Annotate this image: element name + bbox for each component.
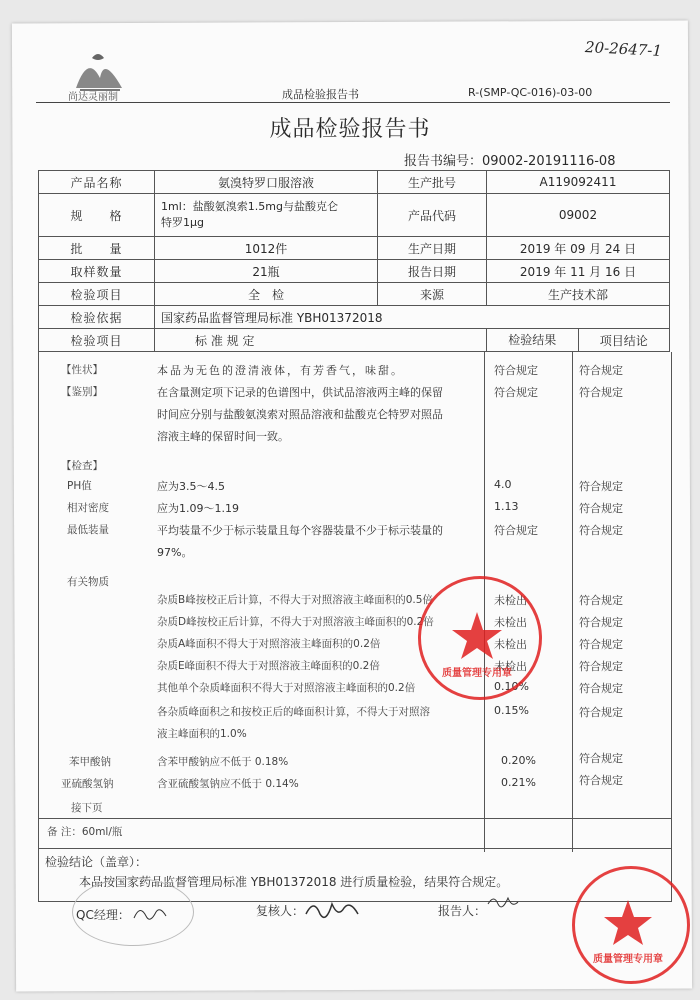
sample-label: 取样数量 xyxy=(39,260,155,283)
xingzhuang-result: 符合规定 xyxy=(494,364,538,377)
note: 备 注：60ml/瓶 xyxy=(47,826,123,838)
impurity-other-conclusion: 符合规定 xyxy=(579,682,623,695)
reviewer-signature xyxy=(304,896,364,926)
header-divider xyxy=(36,102,670,103)
density-label: 相对密度 xyxy=(67,502,109,514)
spec-line-2: 特罗1μg xyxy=(161,216,204,229)
standard-label: 标 准 规 定 xyxy=(155,329,487,352)
svg-text:质量管理专用章: 质量管理专用章 xyxy=(442,668,512,679)
sulfite-standard: 含亚硫酸氢钠应不低于 0.14% xyxy=(157,778,299,790)
report-number-value: 09002-20191116-08 xyxy=(482,154,616,169)
ph-standard: 应为3.5～4.5 xyxy=(157,480,225,493)
impurity-e-conclusion: 符合规定 xyxy=(579,660,623,673)
impurity-a-conclusion: 符合规定 xyxy=(579,638,623,651)
logo-name: 尚达灵丽制 xyxy=(68,92,118,103)
report-number-label: 报告书编号： xyxy=(404,154,483,169)
jianbie-conclusion: 符合规定 xyxy=(579,386,623,399)
basis-value: 国家药品监督管理局标准 YBH01372018 xyxy=(155,306,670,329)
product-name-label: 产品名称 xyxy=(39,171,155,194)
batch-value: A119092411 xyxy=(487,171,670,194)
impurity-a-result: 未检出 xyxy=(494,638,527,651)
prod-date-value: 2019 年 09 月 24 日 xyxy=(487,237,670,260)
source-label: 来源 xyxy=(378,283,487,306)
impurity-other-standard: 其他单个杂质峰面积不得大于对照溶液主峰面积的0.2倍 xyxy=(157,682,416,694)
related-substances-label: 有关物质 xyxy=(67,576,109,588)
jianbie-label: 【鉴别】 xyxy=(61,386,103,398)
impurity-e-standard: 杂质E峰面积不得大于对照溶液主峰面积的0.2倍 xyxy=(157,660,380,672)
ph-conclusion: 符合规定 xyxy=(579,480,623,493)
xingzhuang-text: 本品为无色的澄清液体，有芳香气，味甜。 xyxy=(157,364,404,377)
spec-line-1: 1ml：盐酸氨溴索1.5mg与盐酸克仑 xyxy=(161,200,338,213)
report-number xyxy=(404,150,615,169)
product-name: 氨溴特罗口服溶液 xyxy=(155,171,378,194)
benzoate-standard: 含苯甲酸钠应不低于 0.18% xyxy=(157,756,289,768)
col-divider-2 xyxy=(572,352,573,852)
sulfite-label: 亚硫酸氢钠 xyxy=(61,778,114,790)
impurity-d-conclusion: 符合规定 xyxy=(579,616,623,629)
ph-result: 4.0 xyxy=(494,478,512,491)
conclusion-label: 检验结论（盖章）： xyxy=(45,855,148,869)
report-date-value: 2019 年 11 月 16 日 xyxy=(487,260,670,283)
reporter-signature xyxy=(486,892,520,920)
note-divider xyxy=(39,818,671,819)
qty-label: 批 量 xyxy=(39,237,155,260)
jiancha-label: 【检查】 xyxy=(61,460,103,472)
jianbie-line-2: 时间应分别与盐酸氨溴索对照品溶液和盐酸克仑特罗对照品 xyxy=(157,408,443,421)
xingzhuang-label: 【性状】 xyxy=(61,364,103,376)
jianbie-line-1: 在含量测定项下记录的色谱图中，供试品溶液两主峰的保留 xyxy=(157,386,443,399)
fill-result: 符合规定 xyxy=(494,524,538,537)
density-standard: 应为1.09～1.19 xyxy=(157,502,239,515)
basis-label: 检验依据 xyxy=(39,306,155,329)
jianbie-line-3: 溶液主峰的保留时间一致。 xyxy=(157,430,289,443)
quality-seal xyxy=(572,866,690,984)
sample-value: 21瓶 xyxy=(155,260,378,283)
jianbie-result: 符合规定 xyxy=(494,386,538,399)
density-conclusion: 符合规定 xyxy=(579,502,623,515)
qty-value: 1012件 xyxy=(155,237,378,260)
xingzhuang-conclusion: 符合规定 xyxy=(579,364,623,377)
reporter-label: 报告人： xyxy=(438,904,487,918)
impurity-e-result: 未检出 xyxy=(494,660,527,673)
header-doc-type: 成品检验报告书 xyxy=(282,88,359,101)
spec-label: 规 格 xyxy=(39,194,155,237)
impurity-total-line-1: 各杂质峰面积之和按校正后的峰面积计算，不得大于对照溶 xyxy=(157,706,430,718)
fill-conclusion: 符合规定 xyxy=(579,524,623,537)
reviewer-label: 复核人： xyxy=(256,904,305,918)
prod-date-label: 生产日期 xyxy=(378,237,487,260)
info-table xyxy=(38,170,670,352)
page-title: 成品检验报告书 xyxy=(269,117,431,142)
benzoate-result: 0.20% xyxy=(501,754,536,767)
qc-manager-label: QC经理： xyxy=(76,908,130,922)
conclusion-text: 本品按国家药品监督管理局标准 YBH01372018 进行质量检验，结果符合规定。 xyxy=(79,875,509,889)
result-label: 检验结果 xyxy=(487,329,579,351)
impurity-b-standard: 杂质B峰按校正后计算，不得大于对照溶液主峰面积的0.5倍 xyxy=(157,594,433,606)
sulfite-conclusion: 符合规定 xyxy=(579,774,623,787)
impurity-a-standard: 杂质A峰面积不得大于对照溶液主峰面积的0.2倍 xyxy=(157,638,381,650)
code-label: 产品代码 xyxy=(378,194,487,237)
impurity-d-result: 未检出 xyxy=(494,616,527,629)
result-headers xyxy=(487,329,670,352)
qc-signature xyxy=(132,904,168,928)
fill-label: 最低装量 xyxy=(67,524,109,536)
density-result: 1.13 xyxy=(494,500,519,513)
impurity-total-result: 0.15% xyxy=(494,704,529,717)
impurity-other-result: 0.10% xyxy=(494,680,529,693)
item2-label: 检验项目 xyxy=(39,329,155,352)
item-label: 检验项目 xyxy=(39,283,155,306)
impurity-total-line-2: 液主峰面积的1.0% xyxy=(157,728,247,740)
next-page-note: 接下页 xyxy=(71,802,103,814)
conclusion-label: 项目结论 xyxy=(599,333,648,348)
fill-line-1: 平均装量不少于标示装量且每个容器装量不少于标示装量的 xyxy=(157,524,443,537)
report-date-label: 报告日期 xyxy=(378,260,487,283)
spec-value xyxy=(155,194,378,237)
sulfite-result: 0.21% xyxy=(501,776,536,789)
fill-line-2: 97%。 xyxy=(157,546,193,559)
impurity-d-standard: 杂质D峰按校正后计算，不得大于对照溶液主峰面积的0.2倍 xyxy=(157,616,434,628)
company-seal xyxy=(418,576,542,700)
code-value: 09002 xyxy=(487,194,670,237)
batch-label: 生产批号 xyxy=(378,171,487,194)
benzoate-conclusion: 符合规定 xyxy=(579,752,623,765)
svg-text:质量管理专用章: 质量管理专用章 xyxy=(593,954,663,965)
handwritten-note: 20-2647-1 xyxy=(584,37,663,61)
header-doc-code: R-(SMP-QC-016)-03-00 xyxy=(468,86,593,99)
impurity-b-conclusion: 符合规定 xyxy=(579,594,623,607)
test-section xyxy=(38,352,672,852)
benzoate-label: 苯甲酸钠 xyxy=(69,756,111,768)
ph-label: PH值 xyxy=(67,480,92,492)
impurity-b-result: 未检出 xyxy=(494,594,527,607)
impurity-total-conclusion: 符合规定 xyxy=(579,706,623,719)
source-value: 生产技术部 xyxy=(487,283,670,306)
item-value: 全 检 xyxy=(155,283,378,306)
